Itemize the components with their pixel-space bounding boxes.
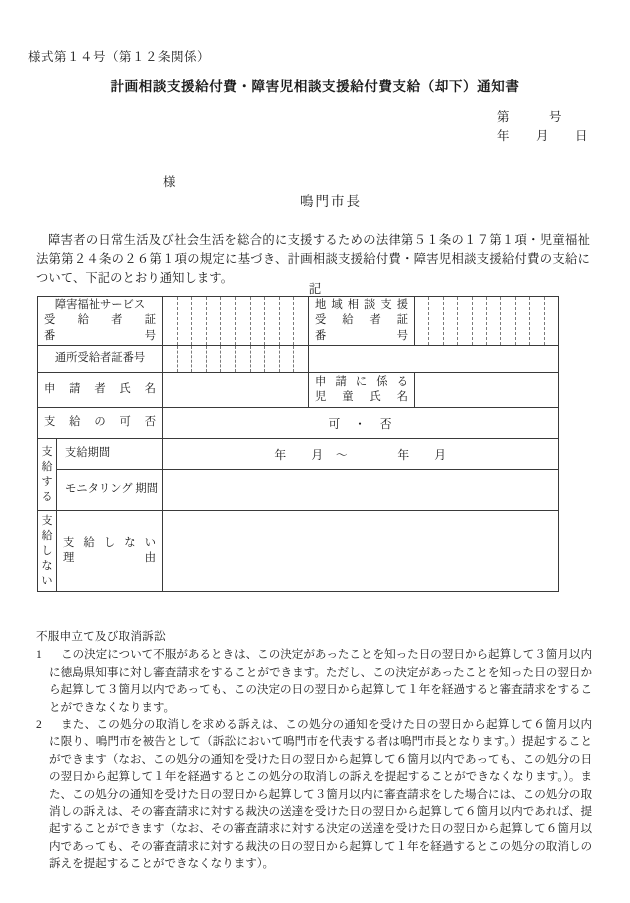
document-meta (497, 108, 588, 146)
label-monitoring-period: モニタリング 期間 (57, 470, 163, 511)
input-welfare-service-cert-number[interactable] (163, 297, 309, 346)
cert-digit-box[interactable] (163, 297, 178, 345)
issuer-name: 鳴門市長 (300, 194, 362, 209)
document-title: 計画相談支援給付費・障害児相談支援給付費支給（却下）通知書 (110, 79, 520, 94)
cert-digit-box[interactable] (192, 346, 207, 372)
cert-digit-box[interactable] (429, 297, 443, 345)
cert-digit-box[interactable] (501, 297, 515, 345)
label-welfare-service-cert: 障害福祉サービス 受給者証 番 号 (38, 297, 163, 346)
payment-decision-options[interactable]: 可 ・ 否 (163, 408, 559, 439)
cert-digit-box[interactable] (251, 346, 266, 372)
payment-period-value[interactable]: 年 月 ～ 年 月 (163, 439, 559, 470)
appeal-notes (36, 628, 592, 873)
table-row-denial-reason (38, 511, 559, 592)
cert-digit-box[interactable] (236, 346, 251, 372)
cert-digit-box[interactable] (444, 297, 458, 345)
table-row-names (38, 373, 559, 408)
ki-marker: 記 (308, 282, 322, 296)
appeal-note-item (36, 646, 592, 716)
label-payment-period: 支給期間 (57, 439, 163, 470)
cert-digit-box[interactable] (280, 297, 295, 345)
label-child-name: 申請に係る 児童氏名 (309, 373, 415, 408)
commuting-cert-blank-area (309, 346, 559, 373)
table-row-monitoring-period (38, 470, 559, 511)
input-community-consult-cert-number[interactable] (415, 297, 559, 346)
appeal-note-item (36, 716, 592, 873)
cert-digit-box[interactable] (207, 346, 222, 372)
cert-digit-box[interactable] (178, 297, 193, 345)
input-applicant-name[interactable] (163, 373, 309, 408)
cert-digit-box[interactable] (178, 346, 193, 372)
cert-digit-box[interactable] (294, 297, 308, 345)
appeal-note-text: また、この処分の取消しを求める訴えは、この処分の通知を受けた日の翌日から起算して６箇月以内に限り、鳴門市を被告として（訴訟において鳴門市を代表する者は鳴門市長となります。）提起することができます（なお、この処分の通知を受けた日の翌日から起算して６箇月以内であっても、この処分の日の翌日から起算して１年を経過するとこの処分の取消しの訴えを提起することができなくなります。）。また、この処分の通知を受けた日の翌日から起算して３箇月以内に審査請求をした場合には、この処分の取消しの訴えは、その審査請求に対する裁決の送達を受けた日の翌日から起算して６箇月以内であれば、提起することができます（なお、その審査請求に対する決定の送達を受けた日の翌日から起算して６箇月以内であっても、その審査請求に対する裁決の日の翌日から起算して１年を経過するとこの処分の取消しの訴えを提起することができなくなります）。 (49, 718, 592, 871)
input-monitoring-period[interactable] (163, 470, 559, 511)
notification-form-table (37, 296, 559, 592)
input-commuting-cert-number[interactable] (163, 346, 309, 373)
cert-digit-box[interactable] (265, 297, 280, 345)
cert-digit-box[interactable] (236, 297, 251, 345)
label-denial-reason: 支給しない 理 由 (57, 511, 163, 592)
label-granted-group: 支 給 す る (38, 439, 57, 511)
appeal-note-number: 2 (36, 718, 42, 732)
cert-digit-box[interactable] (192, 297, 207, 345)
appeal-note-number: 1 (36, 648, 42, 662)
cert-digit-box[interactable] (516, 297, 530, 345)
cert-digit-box[interactable] (294, 346, 308, 372)
label-payment-decision: 支給の可否 (38, 408, 163, 439)
cert-digit-box[interactable] (265, 346, 280, 372)
cert-digit-box[interactable] (221, 297, 236, 345)
cert-digit-box[interactable] (251, 297, 266, 345)
lead-paragraph: 障害者の日常生活及び社会生活を総合的に支援するための法律第５１条の１７第１項・児童福祉法第第２４条の２６第１項の規定に基づき、計画相談支援給付費・障害児相談支援給付費の支給について、下記のとおり通知します。 (36, 233, 590, 285)
table-row-payment-decision (38, 408, 559, 439)
cert-digit-box[interactable] (545, 297, 558, 345)
document-number-line: 第 号 (496, 110, 562, 124)
table-row-payment-period (38, 439, 559, 470)
cert-digit-box[interactable] (163, 346, 178, 372)
label-commuting-cert: 通所受給者証番号 (38, 346, 163, 373)
table-row-commuting-cert (38, 346, 559, 373)
label-denied-group: 支 給 し な い (38, 511, 57, 592)
table-row-certificate-numbers (38, 297, 559, 346)
form-number: 様式第１４号（第１２条関係） (28, 50, 211, 64)
appeal-notes-title: 不服申立て及び取消訴訟 (36, 630, 166, 643)
label-community-consult-cert: 地域相談支援 受給者証 番 号 (309, 297, 415, 346)
cert-digit-box[interactable] (458, 297, 472, 345)
addressee-honorific: 様 (163, 175, 177, 189)
document-date-line: 年 月 日 (496, 129, 588, 143)
input-denial-reason[interactable] (163, 511, 559, 592)
cert-digit-box[interactable] (280, 346, 295, 372)
input-child-name[interactable] (415, 373, 559, 408)
cert-digit-box[interactable] (530, 297, 544, 345)
cert-digit-box[interactable] (415, 297, 429, 345)
cert-digit-box[interactable] (221, 346, 236, 372)
appeal-note-text: この決定について不服があるときは、この決定があったことを知った日の翌日から起算して３箇月以内に徳島県知事に対し審査請求をすることができます。ただし、この決定があったことを知った日の翌日から起算して３箇月以内であっても、この決定の日の翌日から起算して１年を経過すると審査請求をすることができなくなります。 (49, 648, 592, 714)
cert-digit-box[interactable] (207, 297, 222, 345)
label-applicant-name: 申請者氏名 (38, 373, 163, 408)
cert-digit-box[interactable] (487, 297, 501, 345)
cert-digit-box[interactable] (473, 297, 487, 345)
